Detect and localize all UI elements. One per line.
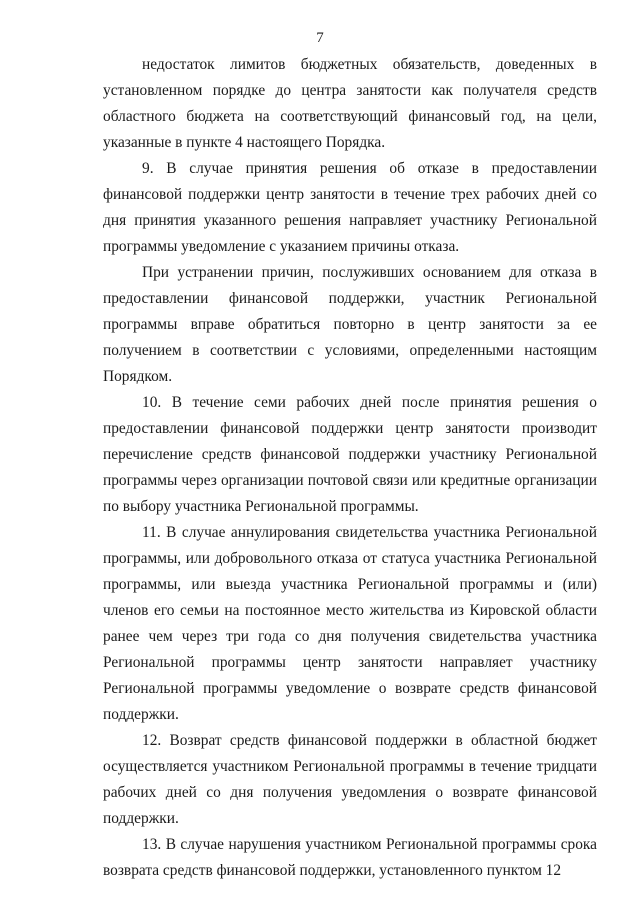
paragraph-item-13: 13. В случае нарушения участником Региональной программы срока возврата средств финансовой поддержки, установленного пунктом 12 (103, 836, 597, 879)
paragraph-item-12: 12. Возврат средств финансовой поддержки в областной бюджет осуществляется участником Региональной программы в течение тридцати рабочих дней со дня получения уведомления о возврате финансовой поддержки. (103, 732, 597, 827)
paragraph-continuation: недостаток лимитов бюджетных обязательств, доведенных в установленном порядке до центра занятости как получателя средств областного бюджета на соответствующий финансовый год, на цели, указанные в пункте 4 настоящего Порядка. (103, 56, 597, 151)
paragraph-item-11: 11. В случае аннулирования свидетельства участника Региональной программы, или добровольного отказа от статуса участника Региональной программы, или выезда участника Региональной программы и (или) членов его семьи на постоянное место жительства из Кировской области ранее чем через три года со дня получения свидетельства участника Региональной программы центр занятости направляет участнику Региональной программы уведомление о возврате средств финансовой поддержки. (103, 524, 597, 723)
document-body (103, 52, 597, 884)
page-number: 7 (316, 30, 324, 46)
paragraph-item-9-repeat-request: При устранении причин, послуживших основанием для отказа в предоставлении финансовой поддержки, участник Региональной программы вправе обратиться повторно в центр занятости за ее получением в соответствии с условиями, определенными настоящим Порядком. (103, 264, 597, 385)
paragraph-item-9: 9. В случае принятия решения об отказе в предоставлении финансовой поддержки центр занятости в течение трех рабочих дней со дня принятия указанного решения направляет участнику Региональной программы уведомление с указанием причины отказа. (103, 160, 597, 255)
paragraph-item-10: 10. В течение семи рабочих дней после принятия решения о предоставлении финансовой поддержки центр занятости производит перечисление средств финансовой поддержки участнику Региональной программы через организации почтовой связи или кредитные организации по выбору участника Региональной программы. (103, 394, 597, 515)
